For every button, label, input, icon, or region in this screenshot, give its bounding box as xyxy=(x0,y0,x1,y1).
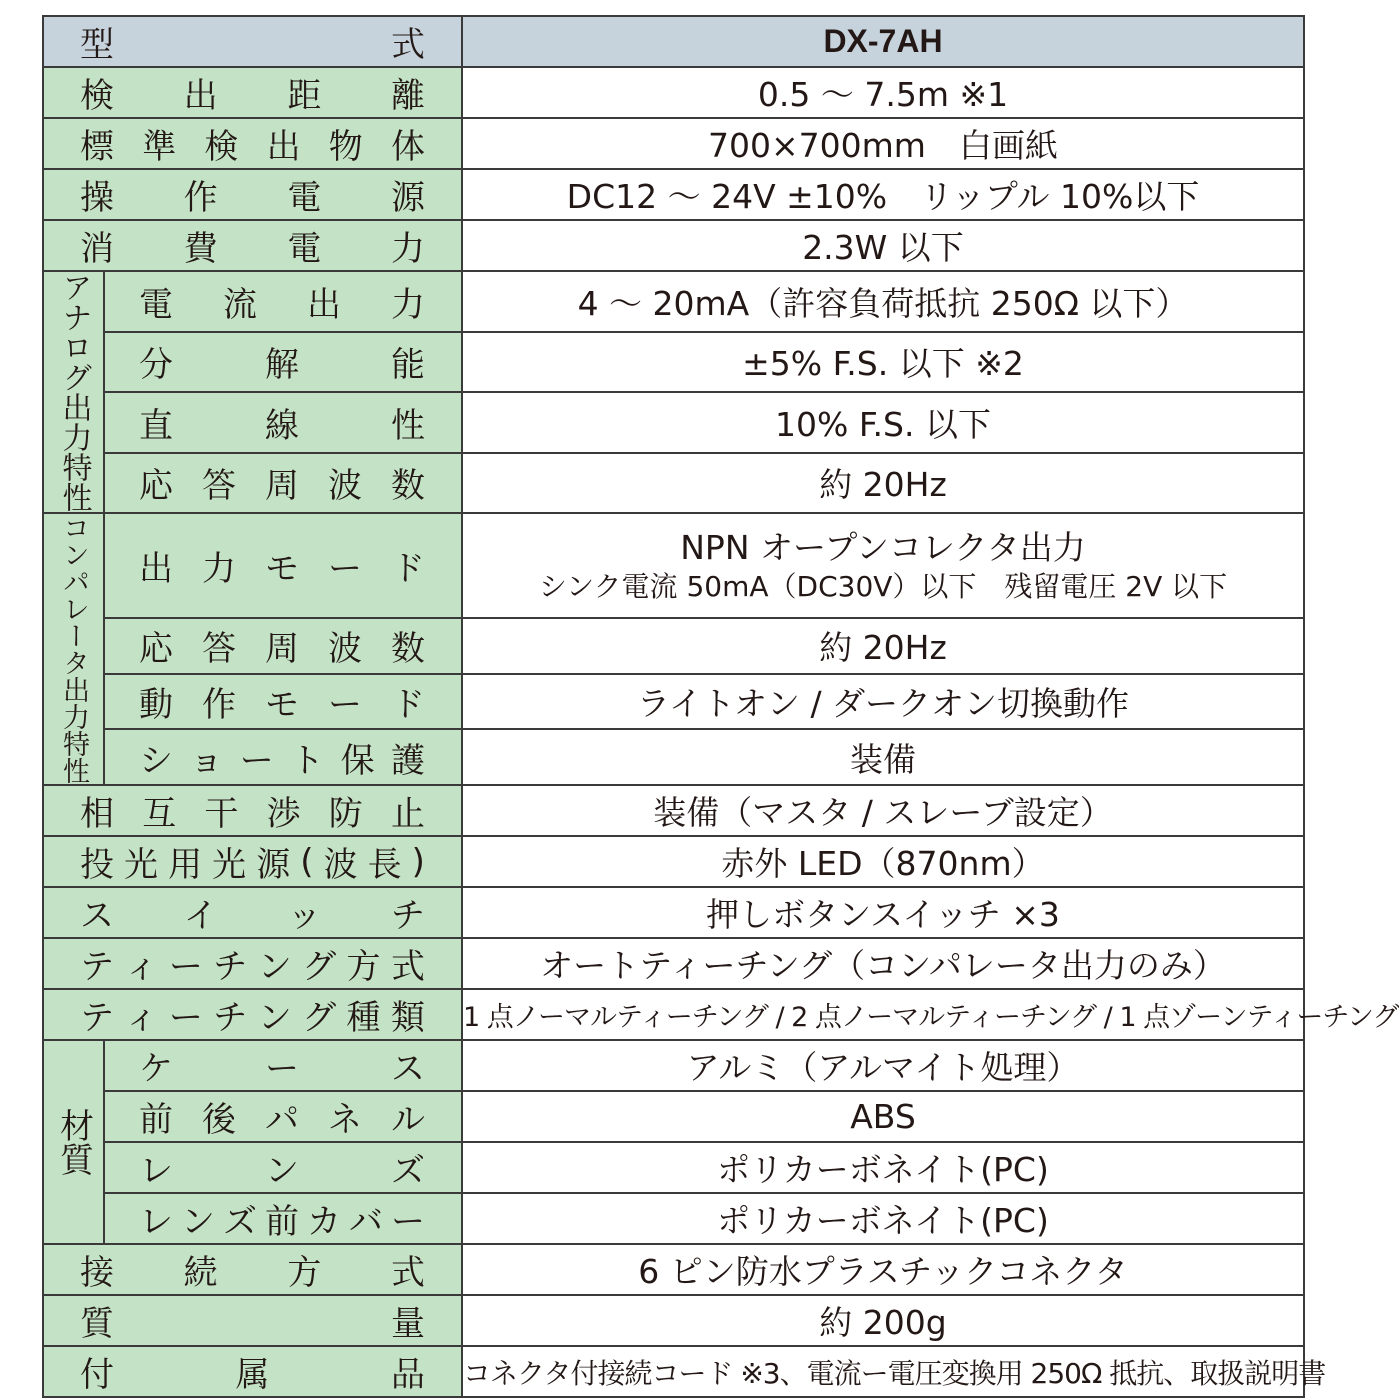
table-row xyxy=(43,118,1304,169)
label-char: 応 xyxy=(139,629,173,670)
label-char: チ xyxy=(213,947,248,987)
label-char: 量 xyxy=(391,1304,425,1344)
row-value: 700×700mm 白画紙 xyxy=(462,118,1304,169)
row-label xyxy=(44,1347,461,1396)
label-char: モ xyxy=(265,684,299,725)
label-char: 式 xyxy=(390,1253,425,1293)
row-value: 赤外 LED（870nm） xyxy=(462,836,1304,887)
row-label xyxy=(44,68,461,117)
table-row xyxy=(43,16,1304,67)
label-char: 波 xyxy=(323,845,358,885)
label-char: ー xyxy=(168,998,203,1038)
label-char: レ xyxy=(139,1151,173,1191)
row-label xyxy=(44,170,461,219)
table-row xyxy=(43,1244,1304,1295)
table-row xyxy=(43,1040,1304,1091)
table-row xyxy=(43,1295,1304,1346)
row-label xyxy=(105,541,461,590)
label-char: 距 xyxy=(287,76,322,116)
label-char: 費 xyxy=(183,229,218,269)
row-value: 約 20Hz xyxy=(462,618,1304,674)
label-char: 周 xyxy=(265,629,299,670)
row-value xyxy=(462,513,1304,618)
label-char: 渉 xyxy=(266,794,301,834)
label-char: 方 xyxy=(346,947,381,987)
table-row xyxy=(43,1346,1304,1397)
row-value: ABS xyxy=(462,1091,1304,1142)
label-char: 能 xyxy=(391,345,425,386)
row-label xyxy=(105,677,461,726)
row-label xyxy=(44,1245,461,1294)
row-value: 装備 xyxy=(462,729,1304,785)
row-label xyxy=(105,1143,461,1192)
label-char: グ xyxy=(302,947,337,987)
row-label xyxy=(105,398,461,447)
row-value: 約 20Hz xyxy=(462,453,1304,514)
label-char: 検 xyxy=(80,76,114,116)
label-char: 離 xyxy=(390,76,425,116)
label-char: 付 xyxy=(80,1355,114,1395)
label-char: ケ xyxy=(139,1049,173,1089)
row-label xyxy=(105,1194,461,1243)
table-row xyxy=(43,887,1304,938)
label-char: 互 xyxy=(142,794,177,834)
label-char: 式 xyxy=(390,947,425,987)
label-char: 用 xyxy=(168,845,203,885)
row-value: DC12 ～ 24V ±10% リップル 10%以下 xyxy=(462,169,1304,220)
label-char: モ xyxy=(265,548,299,589)
row-value: ±5% F.S. 以下 ※2 xyxy=(462,332,1304,393)
table-row xyxy=(43,513,1304,618)
row-label xyxy=(105,1041,461,1090)
label-char: ン xyxy=(257,947,292,987)
label-char: 力 xyxy=(202,548,236,589)
material-group-cell xyxy=(43,1040,104,1244)
label-char: 光 xyxy=(212,845,247,885)
label-char: ズ xyxy=(391,1151,425,1191)
comparator-group-cell xyxy=(43,513,104,785)
label-char: イ xyxy=(183,896,218,936)
row-label xyxy=(105,621,461,670)
label-char: 護 xyxy=(390,740,425,781)
label-char: 線 xyxy=(265,405,299,446)
label-char: ド xyxy=(391,548,425,589)
label-char: テ xyxy=(80,998,114,1038)
row-value: 6 ピン防水プラスチックコネクタ xyxy=(462,1244,1304,1295)
label-char: 解 xyxy=(265,345,299,386)
row-label xyxy=(105,1092,461,1141)
table-row xyxy=(43,989,1304,1040)
label-char: 数 xyxy=(391,629,425,670)
label-char: ネ xyxy=(328,1100,362,1140)
label-char: 電 xyxy=(139,284,173,325)
row-value: アルミ（アルマイト処理） xyxy=(462,1040,1304,1091)
label-char: ズ xyxy=(223,1202,257,1242)
analog-group-cell xyxy=(43,271,104,513)
label-char: 式 xyxy=(391,25,425,65)
label-char: 流 xyxy=(223,284,257,325)
comparator-group-label: コンパレータ出力特性 xyxy=(58,514,89,784)
row-label xyxy=(44,939,461,988)
table-row xyxy=(43,392,1304,453)
label-char: ス xyxy=(391,1049,425,1089)
label-char: ド xyxy=(391,684,425,725)
table-row xyxy=(43,785,1304,836)
row-value: ポリカーボネイト(PC) xyxy=(462,1142,1304,1193)
table-row xyxy=(43,836,1304,887)
label-char: ッ xyxy=(287,896,322,936)
label-char: 前 xyxy=(265,1202,299,1242)
label-char: 電 xyxy=(287,178,322,218)
label-char: ン xyxy=(265,1151,299,1191)
label-char: ト xyxy=(290,740,325,781)
label-char: 出 xyxy=(266,127,301,167)
label-char: 作 xyxy=(202,684,236,725)
row-label xyxy=(44,990,461,1039)
row-value: ポリカーボネイト(PC) xyxy=(462,1193,1304,1244)
table-row xyxy=(43,729,1304,785)
label-char: 種 xyxy=(346,998,381,1038)
row-value: 4 ～ 20mA（許容負荷抵抗 250Ω 以下） xyxy=(462,271,1304,332)
header-label-cell xyxy=(43,16,462,67)
row-label xyxy=(44,837,461,886)
label-char: 前 xyxy=(139,1100,173,1140)
row-value: オートティーチング（コンパレータ出力のみ） xyxy=(462,938,1304,989)
label-char: 体 xyxy=(390,127,425,167)
table-row xyxy=(43,1142,1304,1193)
label-char: 性 xyxy=(391,405,425,446)
table-row xyxy=(43,271,1304,332)
label-char: 標 xyxy=(80,127,114,167)
row-label xyxy=(105,337,461,386)
label-char: 波 xyxy=(328,466,362,507)
label-char: ー xyxy=(391,1202,425,1242)
table-row xyxy=(43,220,1304,271)
label-char: 光 xyxy=(124,845,159,885)
label-char: 数 xyxy=(391,466,425,507)
row-value: ライトオン / ダークオン切換動作 xyxy=(462,674,1304,730)
table-row xyxy=(43,1091,1304,1142)
output-mode-line1: NPN オープンコレクタ出力 xyxy=(680,528,1086,568)
table-row xyxy=(43,1193,1304,1244)
label-char: ー xyxy=(168,947,203,987)
label-char: グ xyxy=(302,998,337,1038)
label-char: 周 xyxy=(265,466,299,507)
model-name: DX-7AH xyxy=(462,16,1304,67)
label-char: 防 xyxy=(328,794,363,834)
row-label xyxy=(44,786,461,835)
row-label xyxy=(105,733,461,782)
label-char: パ xyxy=(265,1100,299,1140)
label-char: 止 xyxy=(390,794,425,834)
label-char: 源 xyxy=(390,178,425,218)
label-char: 答 xyxy=(202,629,236,670)
label-char: ン xyxy=(181,1202,215,1242)
label-char: ィ xyxy=(124,947,159,987)
label-char: 波 xyxy=(328,629,362,670)
label-char: レ xyxy=(139,1202,173,1242)
label-char: 操 xyxy=(80,178,114,218)
label-char: 保 xyxy=(340,740,375,781)
row-value: 押しボタンスイッチ ×3 xyxy=(462,887,1304,938)
label-char: ー xyxy=(328,684,362,725)
label-char: 出 xyxy=(183,76,218,116)
table-row xyxy=(43,674,1304,730)
label-char: ス xyxy=(80,896,114,936)
label-char: 力 xyxy=(390,229,425,269)
label-char: 分 xyxy=(139,345,173,386)
analog-group-label: アナログ出力特性 xyxy=(56,272,92,512)
table-row xyxy=(43,67,1304,118)
row-value: 2.3W 以下 xyxy=(462,220,1304,271)
row-label xyxy=(105,277,461,326)
label-char: ル xyxy=(391,1100,425,1140)
row-value: コネクタ付接続コード ※3、電流ー電圧変換用 250Ω 抵抗、取扱説明書 xyxy=(462,1346,1304,1397)
row-value: 0.5 ～ 7.5m ※1 xyxy=(462,67,1304,118)
label-char: テ xyxy=(80,947,114,987)
label-char: ) xyxy=(411,841,425,882)
output-mode-line2: シンク電流 50mA（DC30V）以下 残留電圧 2V 以下 xyxy=(538,569,1228,603)
row-value: 1 点ノーマルティーチング / 2 点ノーマルティーチング / 1 点ゾーンティーチング xyxy=(462,989,1304,1040)
label-char: 干 xyxy=(204,794,239,834)
label-char: 方 xyxy=(287,1253,322,1293)
label-char: バ xyxy=(349,1202,383,1242)
label-char: 応 xyxy=(139,466,173,507)
label-char: 答 xyxy=(202,466,236,507)
label-char: 質 xyxy=(80,1304,114,1344)
label-char: 源 xyxy=(256,845,291,885)
row-value: 10% F.S. 以下 xyxy=(462,392,1304,453)
label-char: 動 xyxy=(139,684,173,725)
label-char: チ xyxy=(390,896,425,936)
label-char: 接 xyxy=(80,1253,114,1293)
table-row xyxy=(43,453,1304,514)
label-char: 物 xyxy=(328,127,363,167)
row-label xyxy=(44,119,461,168)
label-char: 力 xyxy=(391,284,425,325)
label-char: 消 xyxy=(80,229,114,269)
label-char: ー xyxy=(265,1049,299,1089)
label-char: ィ xyxy=(124,998,159,1038)
label-char: シ xyxy=(139,740,173,781)
label-char: 後 xyxy=(202,1100,236,1140)
label-char: ョ xyxy=(189,740,224,781)
label-char: 準 xyxy=(142,127,177,167)
label-char: 投 xyxy=(80,845,114,885)
label-char: カ xyxy=(307,1202,341,1242)
table-row xyxy=(43,938,1304,989)
label-char: 品 xyxy=(391,1355,425,1395)
label-char: 相 xyxy=(80,794,114,834)
label-char: 電 xyxy=(287,229,322,269)
table-row xyxy=(43,618,1304,674)
label-char: ( xyxy=(300,841,314,882)
label-char: ー xyxy=(239,740,274,781)
row-label xyxy=(44,1296,461,1345)
header-label xyxy=(44,17,461,66)
table-row xyxy=(43,332,1304,393)
label-char: 検 xyxy=(204,127,239,167)
label-char: ン xyxy=(257,998,292,1038)
material-group-label: 材質 xyxy=(53,1108,94,1176)
label-char: 続 xyxy=(183,1253,218,1293)
label-char: 出 xyxy=(139,548,173,589)
label-char: 類 xyxy=(390,998,425,1038)
label-char: ー xyxy=(328,548,362,589)
row-label xyxy=(105,458,461,507)
label-char: 長 xyxy=(367,845,402,885)
row-value: 装備（マスタ / スレーブ設定） xyxy=(462,785,1304,836)
row-value: 約 200g xyxy=(462,1295,1304,1346)
label-char: 出 xyxy=(307,284,341,325)
label-char: 作 xyxy=(183,178,218,218)
label-char: 直 xyxy=(139,405,173,446)
spec-table xyxy=(42,15,1399,1398)
label-char: チ xyxy=(213,998,248,1038)
label-char: 型 xyxy=(80,25,114,65)
label-char: 属 xyxy=(235,1355,270,1395)
row-label xyxy=(44,888,461,937)
table-row xyxy=(43,169,1304,220)
row-label xyxy=(44,221,461,270)
